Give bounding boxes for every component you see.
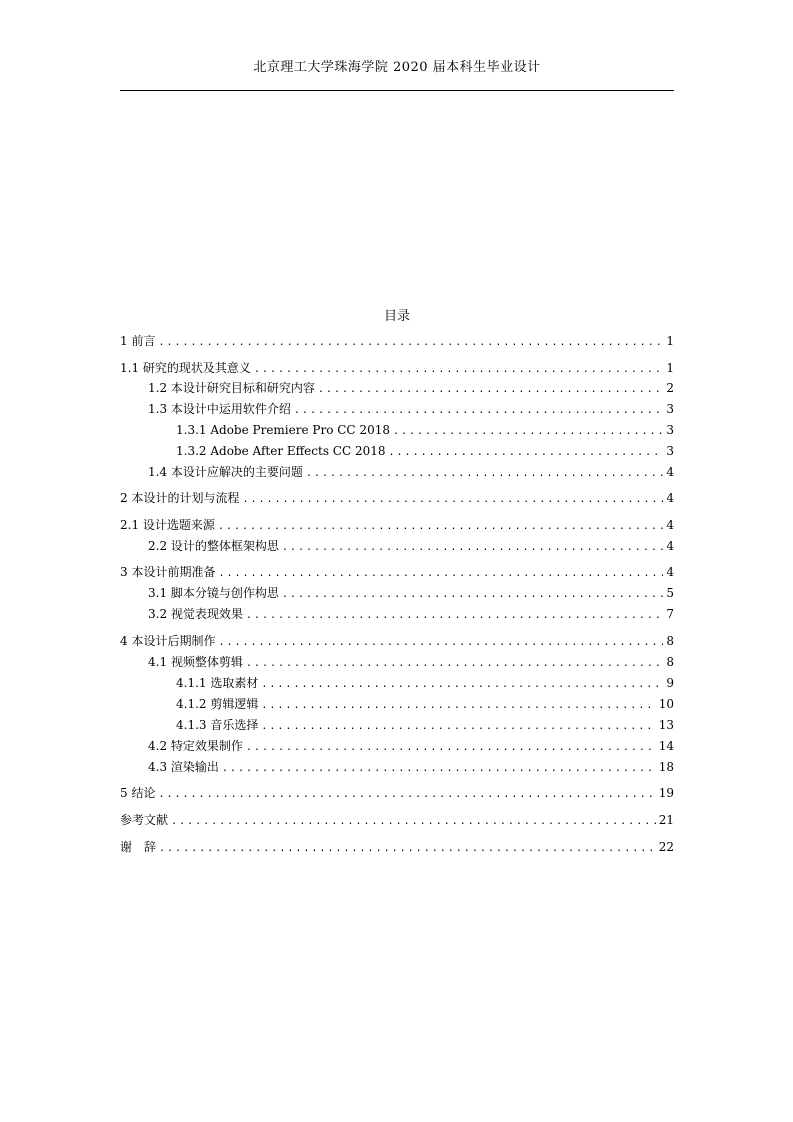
toc-entry-label: 4.1 视频整体剪辑 (148, 655, 243, 669)
toc-entry-page: 14 (658, 739, 674, 753)
toc-leader-dots (158, 786, 655, 804)
toc-leader-dots (282, 539, 663, 557)
toc-entry-label: 1.4 本设计应解决的主要问题 (148, 465, 303, 479)
toc-title: 目录 (383, 309, 410, 324)
toc-leader-dots (159, 840, 656, 858)
toc-entry-label: 3.2 视觉表现效果 (148, 607, 243, 621)
toc-leader-dots (389, 444, 664, 462)
toc-entry-label: 4.1.3 音乐选择 (176, 718, 259, 732)
toc-entry-label: 1.3.2 Adobe After Effects CC 2018 (176, 444, 386, 458)
toc-entry-label: 4.3 渲染输出 (148, 760, 219, 774)
toc-entry[interactable] (148, 653, 674, 671)
toc-entry[interactable] (120, 811, 674, 829)
toc-leader-dots (261, 697, 655, 715)
toc-entry[interactable] (120, 563, 674, 581)
toc-entry[interactable] (176, 695, 674, 713)
toc-entry[interactable] (148, 379, 674, 397)
toc-leader-dots (318, 381, 663, 399)
toc-leader-dots (393, 423, 663, 441)
toc-entry[interactable] (148, 758, 674, 776)
toc-entry[interactable] (120, 632, 674, 650)
toc-entry-page: 10 (658, 697, 674, 711)
toc-entry-page: 4 (666, 518, 674, 532)
toc-entry-page: 3 (666, 402, 674, 416)
toc-entry[interactable] (148, 400, 674, 418)
toc-entry-page: 21 (658, 813, 674, 827)
toc-entry-page: 9 (666, 676, 674, 690)
toc-entry-label: 4.1.1 选取素材 (176, 676, 259, 690)
toc-entry-page: 4 (666, 539, 674, 553)
toc-entry-page: 22 (658, 840, 674, 854)
toc-entry-label: 参考文献 (120, 813, 169, 827)
toc-leader-dots (261, 676, 663, 694)
header-rule (120, 90, 674, 91)
toc-leader-dots (282, 586, 663, 604)
page-header: 北京理工大学珠海学院 2020 届本科生毕业设计 (253, 60, 541, 75)
toc-leader-dots (246, 655, 663, 673)
toc-entry[interactable] (176, 716, 674, 734)
toc-entry-page: 8 (666, 655, 674, 669)
toc-entry-page: 3 (666, 444, 674, 458)
toc-leader-dots (242, 491, 663, 509)
toc-entry-label: 1.3.1 Adobe Premiere Pro CC 2018 (176, 423, 390, 437)
toc-entry-page: 1 (666, 361, 674, 375)
toc-entry[interactable] (148, 463, 674, 481)
toc-entry[interactable] (176, 421, 674, 439)
toc-entry-page: 8 (666, 634, 674, 648)
toc-leader-dots (294, 402, 663, 420)
toc-entry[interactable] (120, 489, 674, 507)
toc-leader-dots (218, 565, 663, 583)
toc-leader-dots (246, 739, 656, 757)
toc-entry[interactable] (176, 442, 674, 460)
toc-entry[interactable] (148, 737, 674, 755)
toc-entry-label: 5 结论 (120, 786, 156, 800)
toc-leader-dots (246, 607, 663, 625)
toc-entry-page: 5 (666, 586, 674, 600)
toc-entry-label: 3.1 脚本分镜与创作构思 (148, 586, 279, 600)
toc-entry-page: 18 (658, 760, 674, 774)
toc-entry-label: 4 本设计后期制作 (120, 634, 216, 648)
toc-entry[interactable] (176, 674, 674, 692)
toc-entry-page: 13 (658, 718, 674, 732)
toc-entry-label: 4.2 特定效果制作 (148, 739, 243, 753)
toc-entry-page: 2 (666, 381, 674, 395)
toc-entry[interactable] (120, 359, 674, 377)
toc-leader-dots (158, 334, 663, 352)
toc-entry[interactable] (148, 605, 674, 623)
toc-leader-dots (261, 718, 655, 736)
toc-leader-dots (222, 760, 656, 778)
toc-entry-label: 2.1 设计选题来源 (120, 518, 215, 532)
toc-entry-label: 4.1.2 剪辑逻辑 (176, 697, 259, 711)
toc-leader-dots (218, 634, 663, 652)
toc-entry-label: 1.1 研究的现状及其意义 (120, 361, 251, 375)
toc-entry[interactable] (148, 537, 674, 555)
toc-entry-label: 谢 辞 (120, 840, 157, 854)
toc-entry-page: 4 (666, 491, 674, 505)
toc-entry-label: 3 本设计前期准备 (120, 565, 216, 579)
toc-entry[interactable] (120, 784, 674, 802)
toc-entry-label: 2 本设计的计划与流程 (120, 491, 240, 505)
toc-entry-label: 1 前言 (120, 334, 156, 348)
toc-leader-dots (218, 518, 663, 536)
toc-entry-page: 19 (658, 786, 674, 800)
toc-entry-page: 1 (666, 334, 674, 348)
toc-entry-label: 1.3 本设计中运用软件介绍 (148, 402, 291, 416)
toc-entry-page: 3 (666, 423, 674, 437)
toc-entry-page: 4 (666, 465, 674, 479)
toc-leader-dots (306, 465, 663, 483)
toc-entry-label: 1.2 本设计研究目标和研究内容 (148, 381, 315, 395)
toc-entry-page: 4 (666, 565, 674, 579)
toc-leader-dots (254, 361, 663, 379)
toc-entry-page: 7 (666, 607, 674, 621)
toc-entry-label: 2.2 设计的整体框架构思 (148, 539, 279, 553)
toc-entry[interactable] (148, 584, 674, 602)
toc-entry[interactable] (120, 516, 674, 534)
toc-entry[interactable] (120, 332, 674, 350)
toc-entry[interactable] (120, 838, 674, 856)
toc-leader-dots (171, 813, 656, 831)
